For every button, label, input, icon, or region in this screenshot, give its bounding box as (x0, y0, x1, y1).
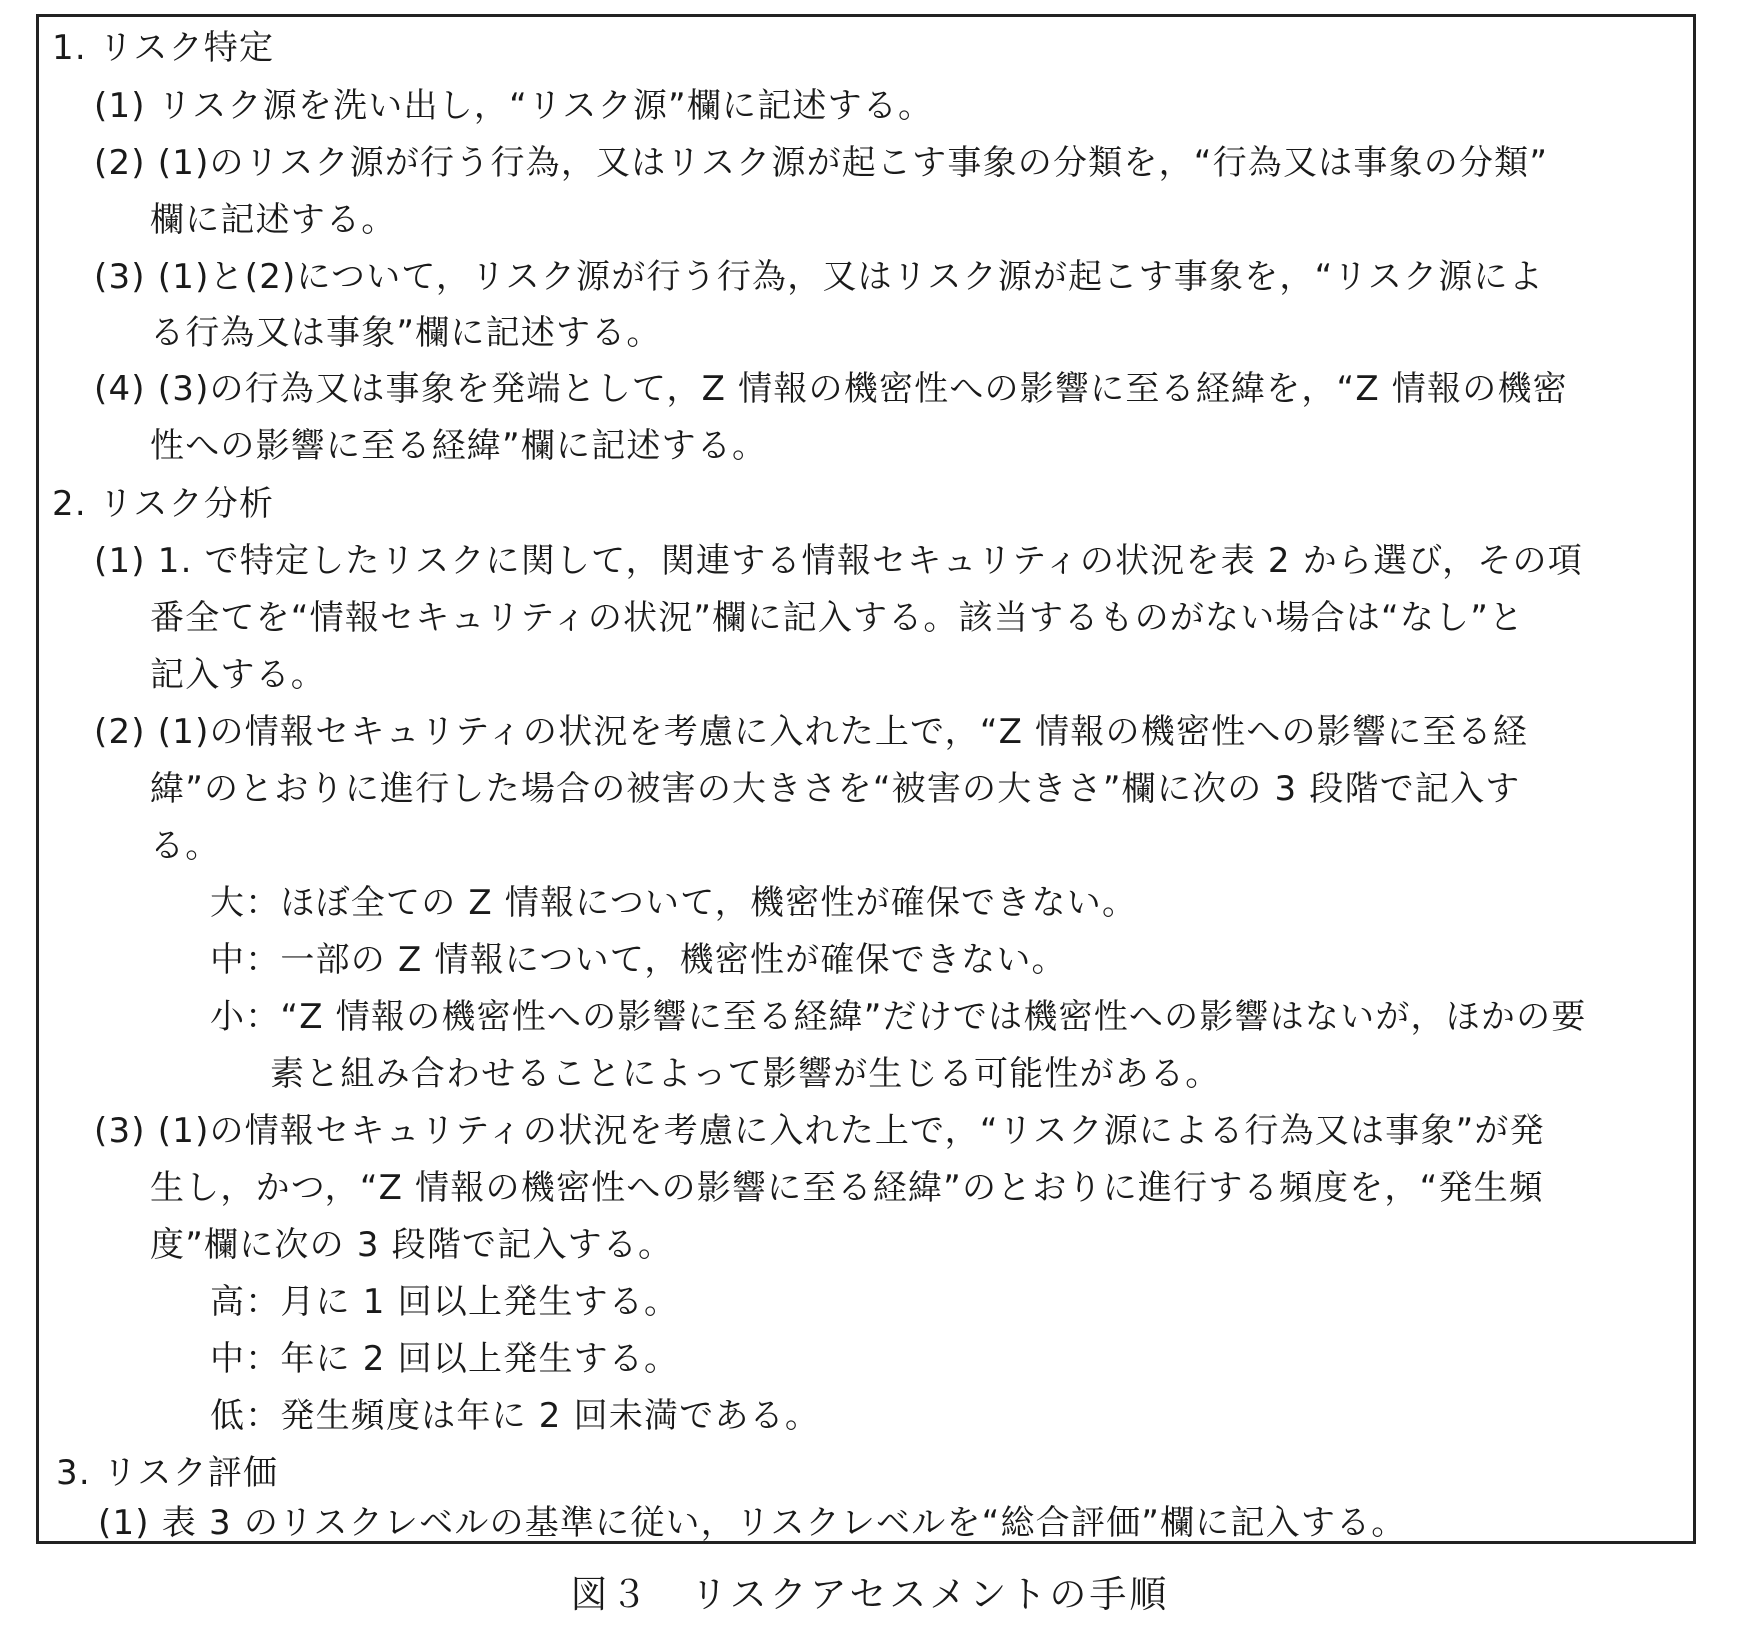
step-1-4: (4) (3)の行為又は事象を発端として，Z 情報の機密性への影響に至る経緯を，“Z 情報の機密 (94, 369, 1568, 409)
step-1-3-cont: る行為又は事象”欄に記述する。 (150, 313, 662, 353)
step-1-1: (1) リスク源を洗い出し，“リスク源”欄に記述する。 (94, 86, 934, 126)
section-3-heading: 3. リスク評価 (56, 1453, 279, 1493)
damage-level-small: 小：“Z 情報の機密性への影響に至る経緯”だけでは機密性への影響はないが，ほかの要 (210, 997, 1587, 1037)
frequency-level-high: 高：月に 1 回以上発生する。 (210, 1282, 680, 1322)
step-1-2: (2) (1)のリスク源が行う行為，又はリスク源が起こす事象の分類を，“行為又は事象の分類” (94, 143, 1549, 183)
step-2-3: (3) (1)の情報セキュリティの状況を考慮に入れた上で，“リスク源による行為又は事象”が発 (94, 1111, 1545, 1151)
step-2-1-cont-2: 記入する。 (150, 655, 326, 695)
step-1-4-cont: 性への影響に至る経緯”欄に記述する。 (150, 426, 768, 466)
figure-caption: 図３ リスクアセスメントの手順 (570, 1573, 1170, 1616)
section-2-heading: 2. リスク分析 (52, 484, 275, 524)
section-1-heading: 1. リスク特定 (52, 28, 275, 68)
damage-level-small-cont: 素と組み合わせることによって影響が生じる可能性がある。 (270, 1054, 1221, 1094)
step-3-1: (1) 表 3 のリスクレベルの基準に従い，リスクレベルを“総合評価”欄に記入する。 (98, 1503, 1407, 1543)
step-2-1-cont: 番全てを“情報セキュリティの状況”欄に記入する。該当するものがない場合は“なし”と (150, 598, 1525, 638)
step-2-1: (1) 1. で特定したリスクに関して，関連する情報セキュリティの状況を表 2 から選び，その項 (94, 541, 1583, 581)
damage-level-large: 大：ほぼ全ての Z 情報について，機密性が確保できない。 (210, 883, 1138, 923)
step-2-3-cont: 生し，かつ，“Z 情報の機密性への影響に至る経緯”のとおりに進行する頻度を，“発生頻 (150, 1168, 1544, 1208)
step-2-2: (2) (1)の情報セキュリティの状況を考慮に入れた上で，“Z 情報の機密性への影響に至る経 (94, 712, 1528, 752)
step-2-3-cont-2: 度”欄に次の 3 段階で記入する。 (150, 1225, 674, 1265)
step-2-2-cont-2: る。 (150, 826, 221, 866)
step-2-2-cont: 緯”のとおりに進行した場合の被害の大きさを“被害の大きさ”欄に次の 3 段階で記入す (150, 769, 1521, 809)
frequency-level-medium: 中：年に 2 回以上発生する。 (210, 1339, 680, 1379)
damage-level-medium: 中：一部の Z 情報について，機密性が確保できない。 (210, 940, 1067, 980)
step-1-3: (3) (1)と(2)について，リスク源が行う行為，又はリスク源が起こす事象を，“リスク源によ (94, 257, 1544, 297)
frequency-level-low: 低：発生頻度は年に 2 回未満である。 (210, 1396, 821, 1436)
step-1-2-cont: 欄に記述する。 (150, 200, 397, 240)
